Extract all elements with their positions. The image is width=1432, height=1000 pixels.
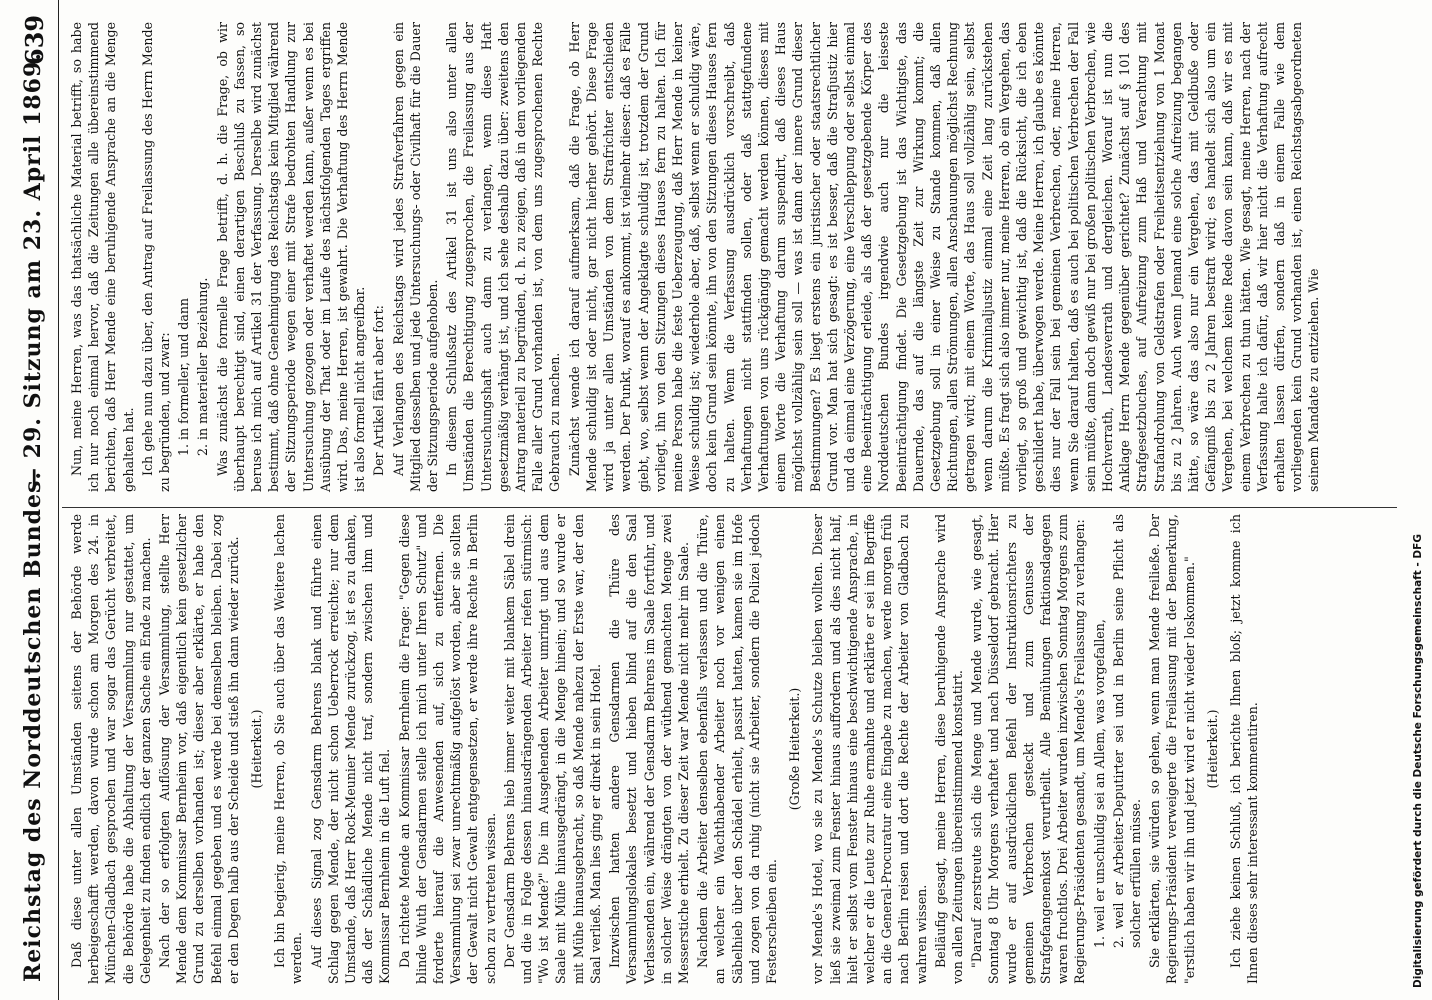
left-column-paragraph: 2. weil er Arbeiter-Deputirter sei und in Berlin seine Pflicht als solcher erfüllen müsse. bbox=[1110, 514, 1143, 948]
left-column-paragraph: Der Gensdarm Behrens hieb immer weiter mit blankem Säbel drein und die in Folge dessen hinausdrängenden Arbeiter riefen stürmisch: "Wo ist Mende?" Die im Ausgehenden Arbeiter umringt und aus dem Saale mit Mühe hinausgedrängt, in die Menge hinein; und so wurde er mit Mühe hinausgebracht, so daß Mende nahezu der Erste war, der den Saal verließ. Man lies ging er direkt in sein Hotel. bbox=[501, 514, 603, 984]
right-column-paragraph: Was zunächst die formelle Frage betrifft, d. h. die Frage, ob wir überhaupt berechtigt sind, einen derartigen Beschluß zu fassen, so beruse ich mich auf Artikel 31 der Verfassung. Derselbe wird zunächst bestimmt, daß ohne Genehmigung des Reichstags kein Mitglied während der Sitzungsperiode wegen einer mit Strafe bedrohten Handlung zur Untersuchung gezogen oder verhaftet werden kann, außer wenn es bei Ausübung der That oder im Laufe des nächstfolgenden Tages ergriffen wird. Das, meine Herren, ist gewahrt. Die Verhaftung des Herrn Mende ist also formell nicht angreifbar. bbox=[214, 22, 368, 492]
digitization-sidebar bbox=[1410, 8, 1430, 988]
page-header bbox=[0, 0, 60, 1000]
right-column-paragraph: Der Artikel fährt aber fort: bbox=[371, 305, 387, 476]
left-column-paragraph: Ich bin begierig, meine Herren, ob Sie auch über das Weitere lachen werden. bbox=[272, 514, 305, 984]
left-column-paragraph: Ich ziehe keinen Schluß, ich berichte Ihnen bloß; jetzt komme ich Ihnen dieses sehr interessant kommentiren. bbox=[1228, 514, 1261, 984]
header-right-title: — 29. Sitzung am 23. April 1869. bbox=[20, 52, 46, 490]
header-rule bbox=[58, 0, 59, 1000]
left-column-paragraph: Auf dieses Signal zog Gensdarm Behrens blank und führte einen Schlag gegen Mende, der nicht schon Ueberrock erreichte; nur dem Umstande, daß Herr Rock-Meunier Mende zurückzog, ist es zu danken, daß der Schädliche Mende nicht traf, sondern zwischen ihm und Kommissar Bernheim in die Luft fiel. bbox=[308, 514, 393, 984]
right-column-paragraph: 2. in materieller Beziehung. bbox=[195, 277, 211, 456]
left-column-paragraph: Nach der so erfolgten Auflösung der Versammlung, stellte Herr Mende dem Kommissar Bernheim vor, daß eigentlich kein gesetzlicher Grund zu derselben vorhanden ist; dieser aber erklärte, er habe den Befehl einmal gegeben und es werde bei demselben bleiben. Dabei zog er den Degen halb aus der Scheide und stieß ihn dann wieder zurück. bbox=[157, 514, 241, 984]
left-column-paragraph: 1. weil er unschuldig sei an Allem, was vorgefallen, bbox=[1091, 619, 1107, 948]
left-text-column bbox=[68, 514, 1263, 984]
right-text-column bbox=[68, 22, 1325, 492]
left-column-paragraph: (Große Heiterkeit.) bbox=[787, 687, 803, 811]
left-column-paragraph: Inzwischen hatten andere Gensdarmen die Thüre des Versammlungslokales besetzt und hieben blind auf die den Saal Verlassenden ein, während der Gensdarm Behrens im Saale fortfuhr, und in solcher Weise drängten von der wüthend gemachten Menge zwei Messerstiche erhielt. Zu dieser Zeit war Mende nicht mehr im Saale. bbox=[607, 514, 691, 984]
left-column-paragraph: (Heiterkeit.) bbox=[1204, 709, 1220, 789]
page-number: 639 bbox=[20, 14, 49, 65]
left-column-paragraph: (Heiterkeit.) bbox=[249, 709, 265, 789]
right-column-paragraph: Auf Verlangen des Reichstags wird jedes Strafverfahren gegen ein Mitglied desselben und jede Untersuchungs- oder Civilhaft für die Dauer der Sitzungsperiode aufgehoben. bbox=[390, 22, 441, 492]
left-column-paragraph: Nachdem die Arbeiter denselben ebenfalls verlassen und die Thüre, an welcher ein Wachthabender Arbeiter noch vor wenigen einen Säbelhieb über den Schädel erhielt, passirt hatten, kamen sie im Hofe und zogen von da ruhig (nicht sie Arbeiter, sondern die Polizei jedoch Festerscheiben ein. bbox=[695, 514, 779, 984]
right-column-paragraph: 1. in formeller, und dann bbox=[176, 297, 192, 456]
header-left-title: Reichstag des Norddeutschen Bundes. bbox=[20, 470, 46, 982]
left-column-paragraph: Da richtete Mende an Kommissar Bernheim die Frage: "Gegen diese blinde Wuth der Gensdarmen stelle ich mich unter Ihren Schutz" und forderte hierauf die Anwesenden auf, sich zu entfernen. Die Versammlung sei zwar unrechtmäßig aufgelöst worden, aber sie sollten der Gewalt nicht Gewalt entgegensetzen, er werde ihre Rechte in Berlin schon zu vertreten wissen. bbox=[396, 514, 498, 984]
right-column-paragraph: Ich gehe nun dazu über, den Antrag auf Freilassung des Herrn Mende zu begründen, und zwar: bbox=[139, 22, 173, 492]
left-column-paragraph: Daß diese unter allen Umständen seitens der Behörde werde herbeigeschafft werden, davon wurde schon am Morgen des 24. in München-Gladbach gesprochen und war sogar das Gerücht verbreitet, die Behörde habe die Abhaltung der Versammlung nur gestattet, um Gelegenheit zu finden endlich der ganzen Sache ein Ende zu machen. bbox=[69, 514, 153, 984]
left-column-paragraph: vor Mende's Hotel, wo sie zu Mende's Schutze bleiben wollten. Dieser ließ sie zweimal zum Fenster hinaus auffordern und als dies nicht half, hielt er selbst vom Fenster hinaus eine beschwichtigende Ansprache, in welcher er die Leute zur Ruhe ermahnte und erklärte er sei im Begriffe an die General-Procuratur eine Eingabe zu machen, werde morgen früh nach Berlin reisen und dort die Rechte der Arbeiter von Gladbach zu wahren wissen. bbox=[810, 514, 929, 984]
left-column-paragraph: "Darauf zerstreute sich die Menge und Mende wurde, wie gesagt, Sonntag 8 Uhr Morgens verhaftet und nach Düsseldorf gebracht. Hier wurde er auf ausdrücklichen Befehl der Instruktionsrichters zu gemeinen Verbrechen gesteckt und zum Genusse der Strafgefangenenkost verurtheilt. Alle Bemühungen fraktionsdagegen waren fruchtlos. Drei Arbeiter wurden inzwischen Sonntag Morgens zum Regierungs-Präsidenten gesandt, um Mende's Freilassung zu verlangen: bbox=[969, 514, 1088, 984]
right-column-paragraph: Zunächst wende ich darauf aufmerksam, daß die Frage, ob Herr Mende schuldig ist oder nicht, gar nicht hierher gehört. Diese Frage wird ja unter allen Umständen von dem Strafrichter entschieden werden. Der Punkt, worauf es ankommt, ist vielmehr dieser: daß es Fälle giebt, wo, selbst wenn der Angeklagte schuldig ist, trotzdem der Grund vorliegt, ihn von den Sitzungen dieses Hauses fern zu halten. Ich für meine Person habe die feste Ueberzeugung, daß Herr Mende in keiner Weise schuldig ist; wiederhole aber, daß, selbst wenn er schuldig wäre, doch kein Grund sein könnte, ihn von den Sitzungen dieses Hauses fern zu halten. Wenn die Verfassung ausdrücklich vorschreibt, daß Verhaftungen nicht stattfinden sollen, oder daß stattgefundene Verhaftungen von uns rückgängig gemacht werden können, dieses mit einem Worte die Verhaftung darum suspendirt, daß dieses Haus möglichst vollzählig sein soll — was ist dann der innere Grund dieser Bestimmungen? Es liegt erstens ein juristischer oder staatsrechtlicher Grund vor. Man hat sich gesagt: es ist besser, daß die Strafjustiz hier und da einmal eine Verzögerung, eine Verschleppung oder selbst einmal eine Beeinträchtigung erleide, als daß der gesetzgebende Körper des Norddeutschen Bundes irgendwie auch nur die leiseste Beeinträchtigung findet. Die Gesetzgebung ist das Wichtigste, das Dauernde, das auf die längste Zeit zur Wirkung kommt; die Gesetzgebung soll in einer Weise zu Stande kommen, daß allen Richtungen, allen Strömungen, allen Anschauungen möglichst Rechnung getragen wird; mit einem Worte, das Haus soll vollzählig sein, selbst wenn darum die Kriminaljustiz einmal eine Zeit lang zurückstehen müßte. Es fragt sich also immer nur, meine Herren, ob ein Vergehen, das vorliegt, so groß und gewichtig ist, daß die Rücksicht, die ich eben geschildert habe, überwogen werde. Meine Herren, ich glaube es könnte dies nur der Fall sein bei gemeinen Verbrechen, oder, meine Herren, wenn Sie darauf halten, daß es auch bei politischen Verbrechen der Fall sein müßte, dann doch gewiß nur bei großen politischen Verbrechen, wie Hochverrath, Landesverrath und dergleichen. Worauf ist nun die Anklage Herrn Mende gegenüber gerichtet? Zunächst auf § 101 des Strafgesetzbuches, auf Aufreizung zum Haß und Verachtung mit Strafandrohung von Geldstrafen oder Freiheitsentziehung von 1 Monat bis zu 2 Jahren. Auch wenn Jemand eine solche Aufreizung begangen hätte, so wäre das also nur ein Vergehen, das mit Geldbuße oder Gefängniß bis zu 2 Jahren bestraft wird; es handelt sich also um ein Vergehen, bei welchem keine Rede davon sein kann, daß wir es mit einem Verbrechen zu thun hätten. Wie gesagt, meine Herren, nach der Verfassung halte ich dafür, daß wir hier nicht die Verhaftung aufrecht erhalten lassen dürfen, sondern daß in einem Falle wie dem vorliegenden kein Grund vorhanden ist, einen Reichstagsabgeordneten seinem Mandate zu entziehen. Wie bbox=[566, 22, 1322, 492]
column-divider bbox=[62, 507, 1397, 508]
left-column-paragraph: Sie erklärten, sie würden so gehen, wenn man Mende freiließe. Der Regierungs-Präsident verweigerte die Freilassung mit der Bemerkung, "erstlich haben wir ihn und jetzt wird er nicht wieder loskommen." bbox=[1147, 514, 1197, 984]
right-column-paragraph: In diesem Schlußsatz des Artikel 31 ist uns also unter allen Umständen die Berechtigung zugesprochen, die Freilassung aus der Untersuchungshaft auch dann zu verlangen, wenn diese Haft gesetzmäßig verhängt ist, und ich sehe deshalb dazu über: zweitens den Antrag materiell zu begründen, d. h. zu zeigen, daß in dem vorliegenden Falle aller Grund vorhanden ist, von dem uns zugesprochenen Rechte Gebrauch zu machen. bbox=[444, 22, 563, 492]
digitization-note: Digitalisierung gefördert durch die Deutsche Forschungsgemeinschaft - DFG bbox=[1412, 534, 1424, 988]
right-column-paragraph: Nun, meine Herren, was das thatsächliche Material betrifft, so habe ich nur noch einmal hervor, daß die Zeitungen alle übereinstimmend berichten, daß Herr Mende eine beruhigende Ansprache an die Menge gehalten hat. bbox=[69, 22, 136, 492]
left-column-paragraph: Beiläufig gesagt, meine Herren, diese beruhigende Ansprache wird von allen Zeitungen übereinstimmend konstatirt. bbox=[932, 514, 965, 984]
